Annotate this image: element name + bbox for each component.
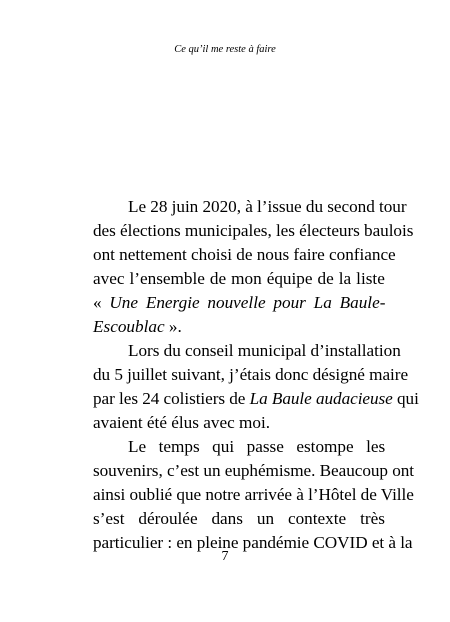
running-header: Ce qu’il me reste à faire [174,44,276,55]
paragraph-3 [93,435,415,555]
list-name-italic-end: Escoublac [93,317,165,336]
page-number: 7 [221,549,229,564]
paragraph-1 [93,195,414,339]
text-line: du 5 juillet suivant, j’étais donc désigné maire [93,365,409,384]
text-line [93,315,385,339]
text-line: s’est déroulée dans un contexte très [93,509,385,528]
text-line: ont nettement choisi de nous faire confiance [93,245,396,264]
text-line: Lors du conseil municipal d’installation [128,341,401,360]
guillemet-close: ». [164,317,182,336]
text-line: particulier : en pleine pandémie COVID et à la [93,533,413,552]
paragraph-2 [93,339,419,435]
text-line [93,387,419,411]
list-name-italic: La Baule audacieuse [249,389,393,408]
text-line: avaient été élus avec moi. [93,413,271,432]
guillemet-open: « [93,293,110,312]
text-line: Le temps qui passe estompe les [128,437,386,456]
text-segment: qui [392,389,419,408]
text-line: ainsi oublié que notre arrivée à l’Hôtel de Ville [93,485,414,504]
body-text [93,195,419,555]
text-line: souvenirs, c’est un euphémisme. Beaucoup ont [93,461,415,480]
list-name-italic: Une Energie nouvelle pour La Baule- [109,293,386,312]
text-segment: par les 24 colistiers de [93,389,250,408]
text-line [93,291,385,315]
text-line: avec l’ensemble de mon équipe de la liste [93,269,385,288]
text-line: Le 28 juin 2020, à l’issue du second tour [128,197,407,216]
text-line: des élections municipales, les électeurs baulois [93,221,414,240]
